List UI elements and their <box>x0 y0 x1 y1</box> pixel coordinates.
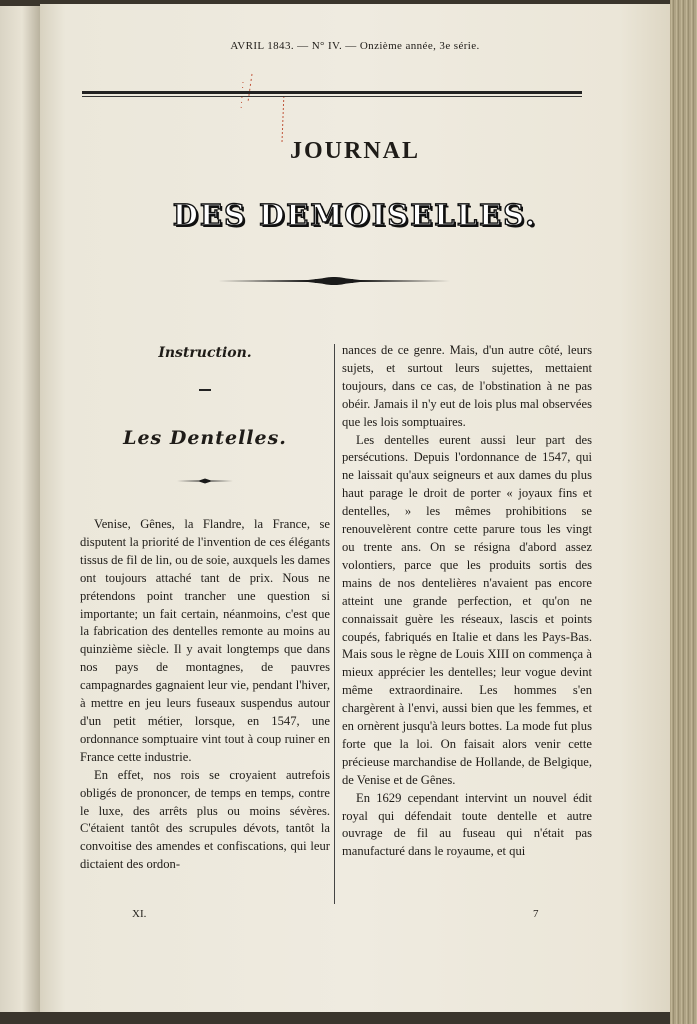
small-ornament-icon <box>177 476 233 486</box>
left-body <box>80 516 330 874</box>
masthead-title: DES DEMOISELLES. <box>172 198 538 232</box>
article-title: Les Dentelles. <box>123 427 287 449</box>
page-number: 7 <box>533 908 539 920</box>
ornament-divider-icon <box>218 274 450 288</box>
paragraph: nances de ce genre. Mais, d'un autre côté, leurs sujets, et surtout leurs sujettes, mettaient toujours, dans ce cas, de l'obstination à ne pas obéir. Jamais il n'y eut de lois plus mal observées que les lois somptuaires. <box>342 343 592 429</box>
paragraph: Venise, Gênes, la Flandre, la France, se disputent la priorité de l'invention de ces élégants tissus de fil de lin, ou de soie, auxquels les dames ont toujours attaché tant de prix. Nous ne prétendons point trancher une question si importante; un fait certain, néanmoins, c'est que la fabrication des dentelles remonte au moins au quinzième siècle. Il y avait longtemps que dans nos pays de montagnes, de pauvres campagnardes gagnaient leur vie, pendant l'hiver, à mettre en jeu leurs fuseaux suspendus autour d'un petit métier, lorsque, en 1547, une ordonnance somptuaire vint tout à coup ruiner en France cette industrie. <box>80 517 330 764</box>
pencil-marks <box>238 72 298 144</box>
section-dash <box>199 389 211 391</box>
signature-mark: XI. <box>132 908 147 920</box>
facing-page-edge <box>0 6 40 1012</box>
book-page <box>40 4 670 1012</box>
header-rule-thin <box>82 96 582 97</box>
running-header: AVRIL 1843. — N° IV. — Onzième année, 3e série. <box>230 40 480 52</box>
column-divider <box>334 344 335 904</box>
header-rule <box>82 91 582 94</box>
right-body <box>342 342 592 861</box>
section-label: Instruction. <box>158 345 252 361</box>
paragraph: En 1629 cependant intervint un nouvel édit royal qui défendait toute dentelle et autre ouvrage de fil au fuseau qui n'était pas manufacturé dans le royaume, et qui <box>342 790 592 859</box>
page-stack-edge <box>670 0 697 1024</box>
journal-title: JOURNAL <box>289 138 420 164</box>
paragraph: Les dentelles eurent aussi leur part des persécutions. Depuis l'ordonnance de 1547, qui ne laissait qu'aux seigneurs et aux dames du plus haut parage le droit de porter « joyaux fins et dentelles, » les mêmes prohibitions se renouvelèrent contre cette parure tous les vingt ou trente ans. On se résigna d'abord assez volontiers, parce que les produits sortis des mains de nos dentelières n'avaient pas encore atteint une grande perfection, et qu'on ne connaissait guère les réseaux, lascis et points coupés, fabriqués en Italie et dans les Pays-Bas. Mais sous le règne de Louis XIII on commença à mieux apprécier les dentelles; leur vogue devint même extraordinaire. Les hommes s'en chargèrent à l'envi, aussi bien que les femmes, et en ornèrent jusqu'à leurs bottes. La mode fut plus forte que la loi. On faisait alors venir cette précieuse marchandise de Hollande, de Belgique, de Venise et de Gênes. <box>342 432 592 787</box>
paragraph: En effet, nos rois se croyaient autrefois obligés de prononcer, de temps en temps, contre le luxe, des arrêts plus ou moins sévères. C'étaient tantôt des scrupules dévots, tantôt la convoitise des amendes et confiscations, qui leur dictaient des ordon- <box>80 767 330 872</box>
